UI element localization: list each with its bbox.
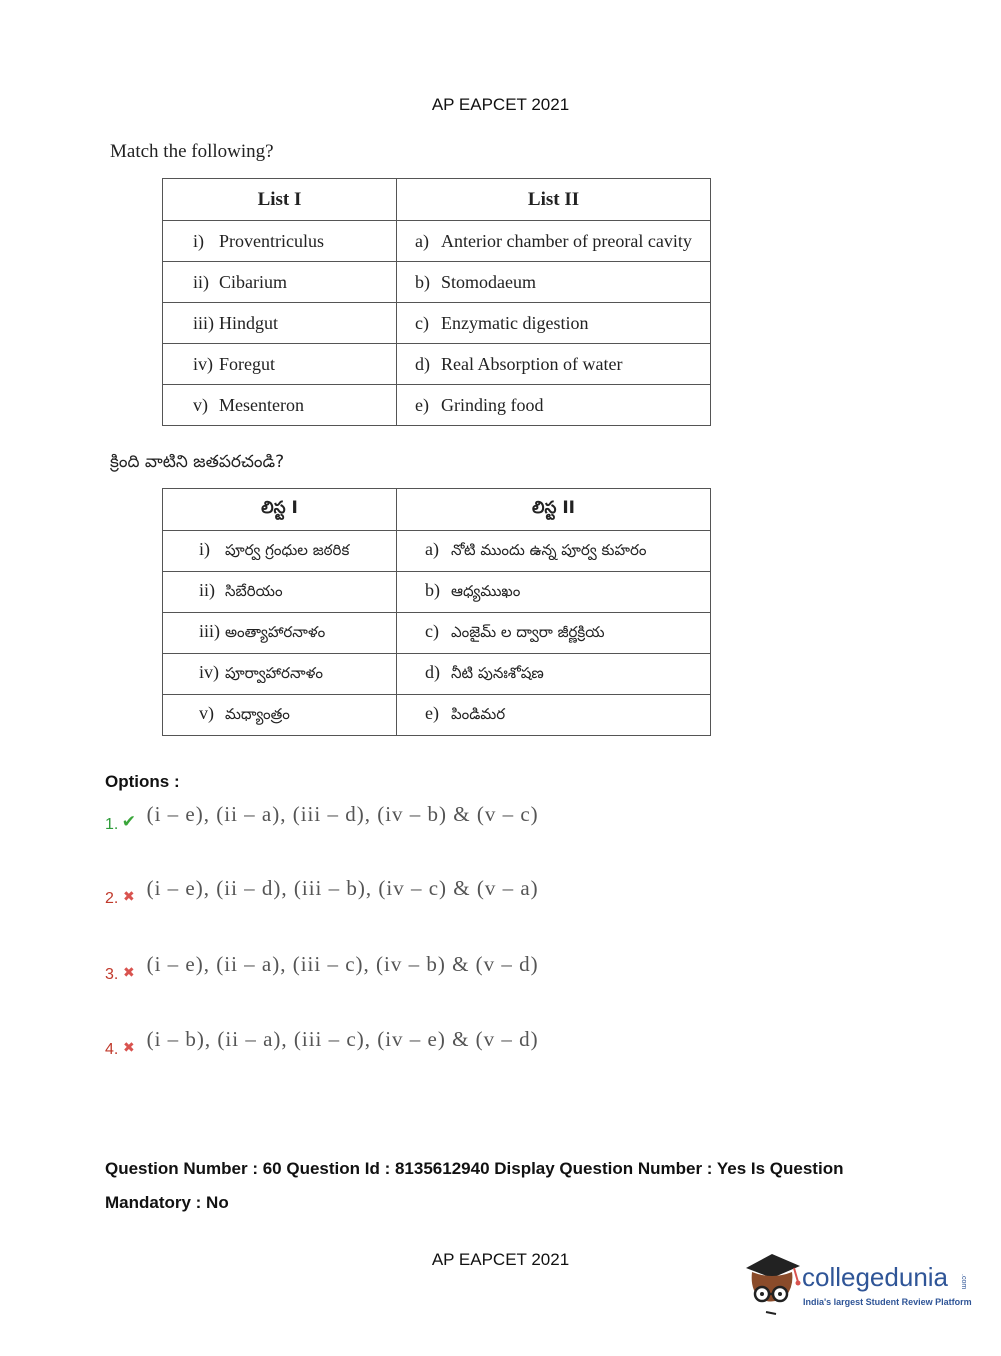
option-index: 3.: [105, 966, 119, 983]
logo-name: collegedunia: [802, 1262, 949, 1292]
row-number: iv): [193, 353, 213, 374]
match-table-te: [162, 488, 711, 736]
row-letter: a): [425, 539, 439, 559]
page-header: AP EAPCET 2021: [431, 95, 570, 114]
table-row: [163, 531, 711, 572]
table-row: [163, 695, 711, 736]
row-letter: b): [425, 580, 440, 600]
row-letter: c): [415, 312, 429, 333]
table-header-row: [163, 179, 711, 221]
list1-item: Hindgut: [219, 312, 279, 333]
row-number: ii): [193, 271, 209, 292]
collegedunia-mascot-icon: [742, 1250, 804, 1316]
table-row: [163, 221, 711, 262]
option-index: 4.: [105, 1041, 119, 1058]
match-table-en: [162, 178, 711, 426]
list1-item: అంత్యాహారనాళం: [225, 623, 326, 641]
row-letter: c): [425, 621, 439, 641]
list1-item: Cibarium: [219, 271, 287, 292]
list2-item: ఎంజైమ్ ల ద్వారా జీర్ణక్రియ: [451, 623, 605, 641]
list1-item: పూర్వాహారనాళం: [225, 664, 323, 682]
col-header-list2: లిస్ట II: [397, 489, 711, 531]
option-index: 1.: [105, 816, 119, 833]
option-text: (i – b), (ii – a), (iii – c), (iv – e) & (v – d): [146, 1027, 539, 1051]
option-index: 2.: [105, 890, 119, 907]
list2-item: Grinding food: [441, 394, 544, 415]
option-4[interactable]: [105, 1027, 539, 1058]
row-letter: d): [425, 662, 440, 682]
option-1[interactable]: [105, 802, 539, 833]
list2-item: పిండిమర: [451, 705, 506, 723]
list2-item: Anterior chamber of preoral cavity: [441, 230, 692, 251]
logo-tagline: India's largest Student Review Platform: [803, 1297, 972, 1307]
table-row: [163, 572, 711, 613]
list2-item: ఆధ్యముఖం: [451, 582, 521, 600]
cross-icon: ✖: [122, 965, 136, 981]
list1-item: మధ్యాంత్రం: [225, 705, 290, 723]
list1-item: పూర్వ గ్రంధుల జఠరిక: [225, 541, 350, 559]
row-letter: d): [415, 353, 430, 374]
row-letter: a): [415, 230, 429, 251]
row-number: v): [193, 394, 208, 415]
list2-item: Enzymatic digestion: [441, 312, 589, 333]
list2-item: నీటి పునఃశోషణ: [451, 664, 544, 682]
list1-item: Proventriculus: [219, 230, 324, 251]
question-meta: Question Number : 60 Question Id : 8135612940 Display Question Number : Yes Is Question Mandatory : No: [105, 1159, 844, 1212]
col-header-list2: List II: [397, 179, 711, 221]
option-2[interactable]: [105, 876, 539, 907]
list2-item: Stomodaeum: [441, 271, 536, 292]
check-icon: ✔: [121, 812, 137, 832]
table-row: [163, 303, 711, 344]
row-letter: b): [415, 271, 430, 292]
cross-icon: ✖: [122, 889, 136, 905]
table-row: [163, 654, 711, 695]
list2-item: నోటి ముందు ఉన్న పూర్వ కుహరం: [451, 541, 647, 559]
cross-icon: ✖: [122, 1040, 136, 1056]
list2-item: Real Absorption of water: [441, 353, 623, 374]
list1-item: సిబేరియం: [225, 582, 283, 600]
row-letter: e): [415, 394, 429, 415]
table-header-row: [163, 489, 711, 531]
list1-item: Mesenteron: [219, 394, 304, 415]
option-3[interactable]: [105, 952, 539, 983]
question-prompt-te: క్రింది వాటిని జతపరచండి?: [110, 452, 285, 472]
row-number: iii): [193, 312, 214, 333]
row-letter: e): [425, 703, 439, 723]
option-text: (i – e), (ii – a), (iii – c), (iv – b) & (v – d): [146, 952, 539, 976]
row-number: i): [199, 539, 210, 559]
option-text: (i – e), (ii – a), (iii – d), (iv – b) & (v – c): [146, 802, 539, 826]
row-number: i): [193, 230, 204, 251]
table-row: [163, 344, 711, 385]
row-number: ii): [199, 580, 215, 600]
options-title: Options :: [105, 772, 180, 791]
page-footer: AP EAPCET 2021: [431, 1250, 570, 1269]
logo-suffix: .com: [960, 1274, 967, 1290]
table-row: [163, 613, 711, 654]
table-row: [163, 262, 711, 303]
row-number: iii): [199, 621, 220, 641]
question-prompt-en: Match the following?: [110, 141, 274, 162]
option-text: (i – e), (ii – d), (iii – b), (iv – c) & (v – a): [146, 876, 539, 900]
list1-item: Foregut: [219, 353, 275, 374]
table-row: [163, 385, 711, 426]
col-header-list1: లిస్ట I: [163, 489, 397, 531]
row-number: iv): [199, 662, 219, 682]
col-header-list1: List I: [163, 179, 397, 221]
row-number: v): [199, 703, 214, 723]
